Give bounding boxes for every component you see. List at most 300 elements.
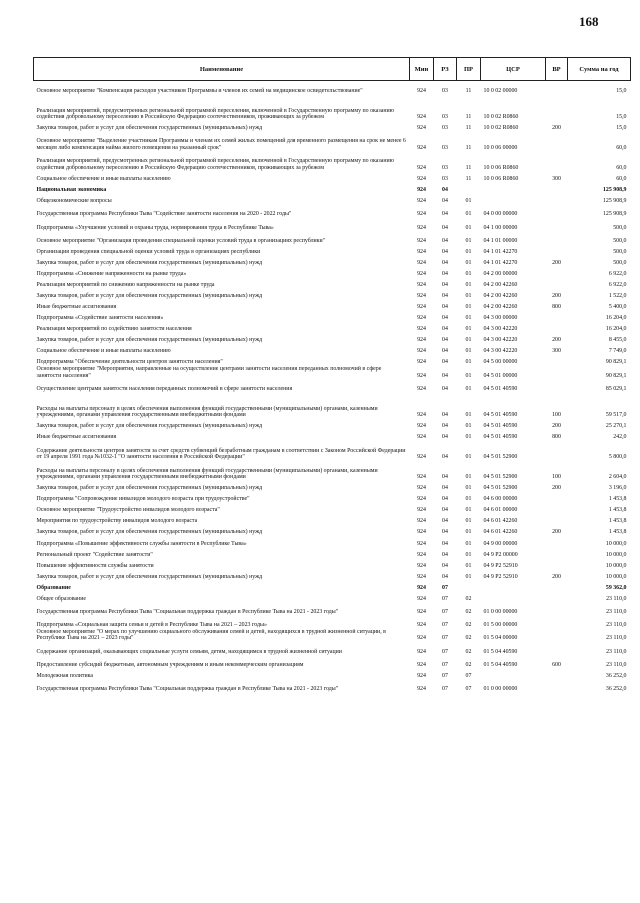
- cell-csr: 04 6 01 00000: [483, 507, 518, 514]
- cell-csr: 04 2 00 42260: [483, 304, 518, 311]
- cell-min: 924: [417, 648, 426, 655]
- header-vr: ВР: [546, 58, 568, 81]
- cell-min: 924: [417, 635, 426, 642]
- cell-sum: 8 455,0: [608, 337, 627, 344]
- cell-vr: 800: [552, 434, 561, 441]
- cell-name: Реализация мероприятий по содействию занятости населения: [36, 326, 192, 333]
- table-row: [34, 514, 631, 525]
- cell-rz: 04: [442, 454, 448, 461]
- cell-name: Содержание организаций, оказывающих социальные услуги семьям, детям, находящимся в трудной жизненной ситуации: [36, 648, 342, 655]
- table-row: [34, 81, 631, 95]
- cell-name: Закупка товаров, работ и услуг для обеспечения государственных (муниципальных) нужд: [36, 485, 263, 492]
- cell-name: Подпрограмма «Социальная защита семьи и детей в Республике Тыва на 2021 – 2023 годы»: [36, 622, 267, 629]
- cell-min: 924: [417, 259, 426, 266]
- cell-rz: 03: [442, 114, 448, 121]
- cell-sum: 1 453,8: [608, 529, 627, 536]
- cell-rz: 07: [442, 595, 448, 602]
- table-row: [34, 547, 631, 558]
- cell-name: Подпрограмма «Улучшение условий и охраны труда, нормирования труда в Республике Тыва»: [36, 224, 274, 231]
- cell-sum: 1 453,8: [608, 518, 627, 525]
- cell-sum: 10 000,0: [605, 573, 627, 580]
- cell-min: 924: [417, 304, 426, 311]
- cell-pr: 01: [465, 259, 472, 266]
- cell-csr: 04 5 01 52900: [483, 485, 518, 492]
- table-row: [34, 430, 631, 441]
- cell-csr: 04 1 00 00000: [483, 224, 518, 231]
- table-row: [34, 121, 631, 132]
- cell-sum: 15,0: [616, 114, 627, 121]
- cell-csr: 04 5 01 40590: [483, 434, 518, 441]
- table-row: [34, 231, 631, 244]
- cell-pr: 01: [465, 326, 472, 333]
- cell-pr: 01: [465, 518, 472, 525]
- cell-vr: 600: [552, 661, 561, 668]
- cell-pr: 01: [465, 224, 472, 231]
- table-body: [34, 81, 631, 693]
- table-row: [34, 642, 631, 655]
- table-row: [34, 322, 631, 333]
- table-row: [34, 680, 631, 693]
- cell-min: 924: [417, 507, 426, 514]
- cell-min: 924: [417, 125, 426, 132]
- cell-min: 924: [417, 485, 426, 492]
- cell-rz: 04: [442, 372, 448, 379]
- cell-rz: 04: [442, 434, 448, 441]
- cell-vr: [546, 629, 568, 642]
- cell-name: Государственная программа Республики Тыва "Социальная поддержка граждан в Республике Тыва на 2021 - 2023 годы": [36, 608, 339, 615]
- cell-name: Реализация мероприятий, предусмотренных региональной программой переселения, включенной в Государственную программу по оказанию содействия добровольному переселению в Российскую Федерацию соотечественников, проживающих за рубежом: [36, 158, 395, 171]
- cell-min: 924: [417, 496, 426, 503]
- header-csr: ЦСР: [481, 58, 546, 81]
- cell-csr: 04 9 00 00000: [483, 540, 518, 547]
- cell-sum: 5 800,0: [608, 454, 627, 461]
- table-row: [34, 172, 631, 183]
- cell-sum: 23 110,0: [606, 648, 627, 655]
- cell-vr: [546, 492, 568, 503]
- cell-min: 924: [417, 187, 426, 194]
- cell-csr: 04 9 P2 52910: [483, 562, 518, 569]
- cell-rz: 04: [442, 540, 448, 547]
- cell-pr: 01: [465, 562, 472, 569]
- cell-min: 924: [417, 224, 426, 231]
- cell-vr: 200: [552, 485, 561, 492]
- cell-pr: 02: [465, 635, 472, 642]
- header-min: Мин: [410, 58, 434, 81]
- cell-name: Подпрограмма «Снижение напряженности на рынке труда»: [36, 270, 187, 277]
- cell-rz: 03: [442, 125, 448, 132]
- cell-rz: 04: [442, 485, 448, 492]
- cell-pr: 11: [465, 125, 472, 132]
- cell-min: 924: [417, 385, 426, 392]
- cell-vr: [546, 322, 568, 333]
- cell-name: Молодежная политика: [36, 673, 94, 680]
- cell-rz: 04: [442, 282, 448, 289]
- cell-rz: 04: [442, 359, 448, 366]
- table-row: [34, 267, 631, 278]
- cell-rz: 04: [442, 224, 448, 231]
- cell-csr: 04 5 01 52900: [483, 454, 518, 461]
- cell-vr: [546, 536, 568, 547]
- cell-vr: 800: [552, 304, 561, 311]
- cell-pr: 01: [465, 496, 472, 503]
- cell-pr: 01: [465, 293, 472, 300]
- table-row: [34, 366, 631, 379]
- cell-name: Подпрограмма «Повышение эффективности службы занятости в Республике Тыва»: [36, 540, 247, 547]
- cell-name: Основное мероприятие "Выделение участникам Программы и членам их семей жилых помещений для временного размещения на срок не менее 6 месяцев либо компенсация найма жилого помещения на указанный срок": [36, 138, 406, 152]
- cell-rz: 04: [442, 270, 448, 277]
- cell-csr: 04 6 00 00000: [483, 496, 518, 503]
- table-row: [34, 441, 631, 461]
- table-row: [34, 629, 631, 642]
- cell-min: 924: [417, 584, 426, 591]
- cell-rz: 04: [442, 187, 448, 194]
- cell-name: Государственная программа Республики Тыва "Содействие занятости населения на 2020 - 2022 годы": [36, 211, 292, 218]
- cell-csr: 01 5 00 00000: [483, 622, 518, 629]
- cell-rz: 04: [442, 259, 448, 266]
- cell-rz: 04: [442, 337, 448, 344]
- cell-sum: 3 196,0: [608, 485, 627, 492]
- cell-pr: 01: [465, 551, 472, 558]
- table-row: [34, 669, 631, 680]
- cell-vr: [546, 183, 568, 194]
- cell-name: Основное мероприятие "Мероприятия, направленные на осуществление центрами занятости населения переданных полномочий в сфере занятости населения": [36, 366, 382, 379]
- cell-csr: 01 5 04 40590: [483, 661, 518, 668]
- cell-vr: [546, 514, 568, 525]
- cell-pr: 01: [465, 507, 472, 514]
- cell-name: Предоставление субсидий бюджетным, автономным учреждениям и иным некоммерческим организациям: [36, 661, 304, 668]
- table-row: [34, 580, 631, 591]
- cell-sum: 25 270,1: [605, 423, 627, 430]
- cell-vr: [546, 366, 568, 379]
- cell-min: 924: [417, 145, 426, 152]
- cell-pr: 01: [465, 198, 472, 205]
- cell-sum: 36 252,0: [605, 686, 627, 693]
- cell-rz: 04: [442, 412, 448, 419]
- cell-vr: [546, 218, 568, 231]
- cell-sum: 1 453,8: [608, 496, 627, 503]
- cell-min: 924: [417, 540, 426, 547]
- cell-pr: 01: [465, 485, 472, 492]
- cell-sum: 242,0: [613, 434, 627, 441]
- cell-name: Региональный проект "Содействие занятости": [36, 551, 153, 558]
- cell-sum: 15,0: [616, 125, 627, 132]
- cell-rz: 04: [442, 198, 448, 205]
- cell-min: 924: [417, 114, 426, 121]
- cell-name: Общеэкономические вопросы: [36, 198, 112, 205]
- header-rz: РЗ: [434, 58, 457, 81]
- cell-rz: 04: [442, 529, 448, 536]
- table-row: [34, 419, 631, 430]
- cell-min: 924: [417, 661, 426, 668]
- cell-pr: [457, 580, 481, 591]
- cell-csr: 10 0 02 R0860: [483, 125, 519, 132]
- cell-sum: 5 400,0: [608, 304, 627, 311]
- cell-sum: 7 749,0: [608, 348, 627, 355]
- cell-csr: 01 0 00 00000: [483, 608, 518, 615]
- table-row: [34, 218, 631, 231]
- table-row: [34, 461, 631, 481]
- cell-sum: 90 829,1: [605, 359, 627, 366]
- cell-rz: 07: [442, 635, 448, 642]
- table-row: [34, 132, 631, 152]
- cell-csr: [481, 580, 546, 591]
- cell-sum: 23 110,0: [606, 608, 627, 615]
- cell-min: 924: [417, 164, 426, 171]
- cell-rz: 03: [442, 176, 448, 182]
- cell-rz: 04: [442, 562, 448, 569]
- cell-name: Закупка товаров, работ и услуг для обеспечения государственных (муниципальных) нужд: [36, 573, 263, 580]
- cell-csr: 10 0 06 00000: [483, 145, 518, 152]
- cell-name: Основное мероприятие "Трудоустройство инвалидов молодого возраста": [36, 507, 220, 514]
- cell-name: Повышение эффективности службы занятости: [36, 562, 154, 569]
- cell-pr: 01: [465, 385, 472, 392]
- table-row: [34, 256, 631, 267]
- cell-pr: 01: [465, 529, 472, 536]
- cell-csr: 04 2 00 00000: [483, 270, 518, 277]
- cell-name: Закупка товаров, работ и услуг для обеспечения государственных (муниципальных) нужд: [36, 529, 263, 536]
- cell-csr: 04 6 01 42260: [483, 518, 518, 525]
- cell-min: 924: [417, 372, 426, 379]
- cell-csr: 04 3 00 42220: [483, 337, 518, 344]
- cell-name: Мероприятия по трудоустройству инвалидов молодого возраста: [36, 518, 198, 525]
- cell-name: Закупка товаров, работ и услуг для обеспечения государственных (муниципальных) нужд: [36, 337, 263, 344]
- cell-vr: [546, 244, 568, 255]
- cell-vr: [546, 205, 568, 218]
- budget-table: [33, 57, 631, 693]
- cell-pr: 02: [465, 622, 472, 629]
- cell-csr: 04 3 00 00000: [483, 315, 518, 322]
- cell-min: 924: [417, 293, 426, 300]
- cell-min: 924: [417, 673, 426, 680]
- cell-min: 924: [417, 211, 426, 218]
- cell-name: Национальная экономика: [36, 187, 107, 194]
- cell-sum: 10 000,0: [605, 551, 627, 558]
- cell-min: 924: [417, 622, 426, 629]
- table-row: [34, 205, 631, 218]
- cell-csr: 04 6 01 42260: [483, 529, 518, 536]
- table-row: [34, 569, 631, 580]
- table-row: [34, 244, 631, 255]
- cell-sum: 6 922,0: [608, 270, 627, 277]
- cell-sum: 90 829,1: [605, 372, 627, 379]
- cell-vr: 100: [552, 474, 561, 481]
- cell-vr: [546, 602, 568, 615]
- cell-csr: 04 9 P2 52910: [483, 573, 518, 580]
- cell-pr: 07: [465, 673, 472, 680]
- cell-name: Организация проведения специальной оценки условий труда в организациях республики: [36, 248, 261, 255]
- cell-pr: 01: [465, 573, 472, 580]
- cell-sum: 60,0: [616, 176, 627, 182]
- cell-min: 924: [417, 474, 426, 481]
- cell-sum: 125 908,9: [602, 187, 627, 194]
- cell-sum: 23 110,0: [606, 622, 627, 629]
- cell-sum: 60,0: [616, 145, 627, 152]
- cell-name: Основное мероприятие "Организация проведения специальной оценки условий труда в организациях республики": [36, 237, 326, 244]
- cell-sum: 500,0: [613, 259, 627, 266]
- cell-vr: [546, 680, 568, 693]
- table-row: [34, 492, 631, 503]
- cell-vr: [546, 547, 568, 558]
- cell-min: 924: [417, 412, 426, 419]
- cell-name: Иные бюджетные ассигнования: [36, 304, 117, 311]
- cell-vr: [546, 81, 568, 95]
- cell-csr: [481, 591, 546, 602]
- cell-min: 924: [417, 608, 426, 615]
- cell-csr: 10 0 02 R0860: [483, 114, 519, 121]
- cell-pr: 01: [465, 434, 472, 441]
- cell-csr: 04 1 01 00000: [483, 237, 518, 244]
- cell-rz: 04: [442, 496, 448, 503]
- cell-rz: 04: [442, 248, 448, 255]
- cell-vr: [546, 278, 568, 289]
- cell-name: Государственная программа Республики Тыва "Социальная поддержка граждан в Республике Тыва на 2021 - 2023 годы": [36, 686, 339, 693]
- cell-csr: [481, 183, 546, 194]
- cell-vr: 200: [552, 529, 561, 536]
- cell-min: 924: [417, 326, 426, 333]
- cell-name: Осуществление центрами занятости населения переданных полномочий в сфере занятости населения: [36, 385, 293, 392]
- cell-min: 924: [417, 237, 426, 244]
- cell-csr: [481, 194, 546, 205]
- cell-pr: 02: [465, 661, 472, 668]
- cell-vr: 200: [552, 423, 561, 430]
- cell-name: Социальное обеспечение и иные выплаты населению: [36, 176, 171, 182]
- cell-sum: 2 604,0: [608, 474, 627, 481]
- cell-vr: [546, 94, 568, 121]
- cell-csr: 10 0 06 R0860: [483, 164, 519, 171]
- cell-csr: 10 0 02 00000: [483, 87, 518, 94]
- header-name: Наименование: [34, 58, 410, 81]
- cell-pr: 01: [465, 348, 472, 355]
- table-row: [34, 558, 631, 569]
- cell-csr: 04 1 01 42270: [483, 259, 518, 266]
- cell-pr: 01: [465, 282, 472, 289]
- cell-min: 924: [417, 529, 426, 536]
- cell-sum: 16 204,0: [605, 326, 627, 333]
- cell-rz: 07: [442, 608, 448, 615]
- cell-vr: 200: [552, 573, 561, 580]
- cell-vr: [546, 669, 568, 680]
- cell-min: 924: [417, 348, 426, 355]
- cell-sum: 23 110,0: [606, 661, 627, 668]
- cell-rz: 07: [442, 622, 448, 629]
- table-row: [34, 525, 631, 536]
- table-row: [34, 392, 631, 419]
- cell-name: Подпрограмма "Сопровождение инвалидов молодого возраста при трудоустройстве": [36, 496, 250, 503]
- cell-rz: 03: [442, 87, 448, 94]
- table-row: [34, 278, 631, 289]
- cell-sum: 500,0: [613, 224, 627, 231]
- cell-pr: 01: [465, 248, 472, 255]
- cell-csr: 04 3 00 42220: [483, 348, 518, 355]
- cell-name: Основное мероприятие "Компенсация расходов участников Программы и членов их семей на медицинское освидетельствование": [36, 87, 363, 94]
- cell-name: Социальное обеспечение и иные выплаты населению: [36, 348, 171, 355]
- cell-pr: 01: [465, 474, 472, 481]
- cell-name: Подпрограмма "Обеспечение деятельности центров занятости населения": [36, 359, 223, 366]
- cell-vr: [546, 132, 568, 152]
- cell-rz: 04: [442, 507, 448, 514]
- cell-csr: 04 3 00 42220: [483, 326, 518, 333]
- cell-rz: 04: [442, 348, 448, 355]
- cell-sum: 6 922,0: [608, 282, 627, 289]
- cell-rz: 04: [442, 326, 448, 333]
- cell-min: 924: [417, 686, 426, 693]
- cell-sum: 59 517,0: [605, 412, 627, 419]
- cell-rz: 07: [442, 648, 448, 655]
- cell-min: 924: [417, 315, 426, 322]
- cell-pr: 11: [465, 145, 472, 152]
- cell-sum: 1 453,8: [608, 507, 627, 514]
- cell-vr: [546, 558, 568, 569]
- cell-rz: 03: [442, 164, 448, 171]
- cell-csr: [481, 669, 546, 680]
- cell-csr: 01 5 04 00000: [483, 635, 518, 642]
- cell-vr: [546, 591, 568, 602]
- cell-sum: 59 362,0: [605, 584, 627, 591]
- cell-pr: 02: [465, 648, 472, 655]
- cell-csr: 04 5 01 40590: [483, 412, 518, 419]
- cell-pr: 01: [465, 237, 472, 244]
- cell-min: 924: [417, 595, 426, 602]
- cell-sum: 1 522,0: [608, 293, 627, 300]
- cell-csr: 01 0 00 00000: [483, 686, 518, 693]
- table-row: [34, 344, 631, 355]
- table-row: [34, 311, 631, 322]
- cell-min: 924: [417, 454, 426, 461]
- cell-name: Образование: [36, 584, 71, 591]
- cell-pr: 01: [465, 423, 472, 430]
- cell-sum: 500,0: [613, 248, 627, 255]
- table-row: [34, 183, 631, 194]
- table-row: [34, 333, 631, 344]
- cell-min: 924: [417, 562, 426, 569]
- cell-rz: 04: [442, 518, 448, 525]
- cell-pr: 01: [465, 315, 472, 322]
- page-number: 168: [579, 14, 599, 29]
- cell-rz: 04: [442, 573, 448, 580]
- cell-name: Закупка товаров, работ и услуг для обеспечения государственных (муниципальных) нужд: [36, 293, 263, 300]
- cell-min: 924: [417, 337, 426, 344]
- cell-name: Закупка товаров, работ и услуг для обеспечения государственных (муниципальных) нужд: [36, 423, 263, 430]
- cell-vr: [546, 642, 568, 655]
- cell-sum: 16 204,0: [605, 315, 627, 322]
- cell-csr: 04 5 01 52900: [483, 474, 518, 481]
- cell-min: 924: [417, 573, 426, 580]
- cell-sum: 500,0: [613, 237, 627, 244]
- cell-rz: 04: [442, 423, 448, 430]
- cell-rz: 07: [442, 673, 448, 680]
- cell-pr: 01: [465, 540, 472, 547]
- cell-sum: 10 000,0: [605, 562, 627, 569]
- cell-sum: 125 908,9: [602, 211, 627, 218]
- cell-sum: 23 110,0: [606, 595, 627, 602]
- cell-csr: 04 9 P2 00000: [483, 551, 518, 558]
- table-row: [34, 194, 631, 205]
- cell-vr: [546, 194, 568, 205]
- cell-pr: 11: [465, 176, 472, 182]
- cell-rz: 04: [442, 385, 448, 392]
- cell-vr: [546, 379, 568, 392]
- cell-min: 924: [417, 282, 426, 289]
- cell-csr: 04 5 01 40590: [483, 423, 518, 430]
- cell-rz: 04: [442, 237, 448, 244]
- cell-min: 924: [417, 270, 426, 277]
- cell-vr: 300: [552, 176, 561, 182]
- table-row: [34, 379, 631, 392]
- cell-sum: 60,0: [616, 164, 627, 171]
- header-pr: ПР: [457, 58, 481, 81]
- cell-vr: 100: [552, 412, 561, 419]
- cell-vr: [546, 503, 568, 514]
